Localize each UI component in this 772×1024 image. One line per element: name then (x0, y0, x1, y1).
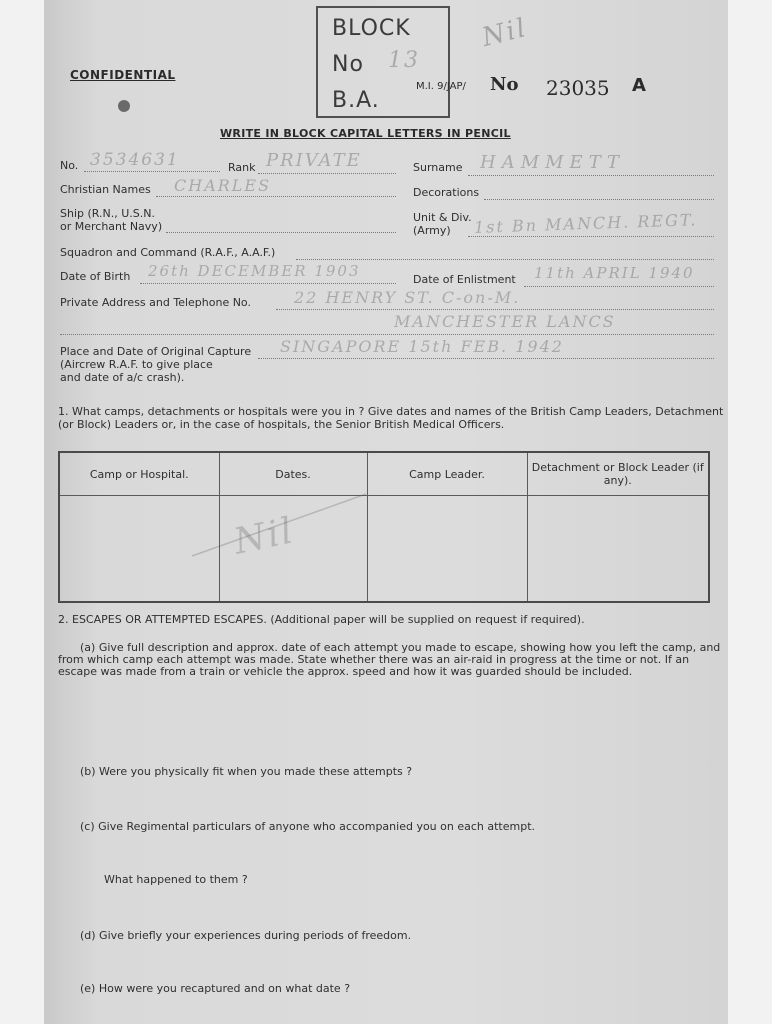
form-code: M.I. 9/JAP/ (416, 81, 466, 92)
classification-label: CONFIDENTIAL (70, 68, 176, 82)
stamp-no: No (332, 52, 364, 77)
camps-table-nil-note: Nil (230, 510, 299, 563)
question-1-line1: 1. What camps, detachments or hospitals were you in ? Give dates and names of the British Camp Leaders, Detachment (58, 405, 724, 418)
form-suffix: A (632, 75, 646, 96)
enlistment-value: 11th APRIL 1940 (534, 264, 695, 282)
capture-label-line3: and date of a/c crash). (60, 371, 185, 384)
question-2a-line3: escape was made from a train or vehicle the approx. speed and how it was guarded should be included. (58, 665, 633, 678)
decorations-label: Decorations (413, 186, 480, 199)
enlistment-label: Date of Enlistment (413, 273, 516, 286)
column-detachment-leader: Detachment or Block Leader (if any). (527, 452, 709, 496)
address-label: Private Address and Telephone No. (60, 296, 251, 309)
block-stamp (316, 6, 450, 118)
capture-label-line1: Place and Date of Original Capture (60, 345, 252, 358)
rank-label: Rank (228, 161, 256, 174)
corner-nil-note: Nil (479, 12, 531, 54)
ship-label-line1: Ship (R.N., U.S.N. (60, 207, 155, 220)
ship-label-line2: or Merchant Navy) (60, 220, 163, 233)
christian-names-value: CHARLES (174, 176, 272, 195)
surname-label: Surname (413, 161, 463, 174)
camps-table (58, 451, 710, 603)
camps-table-row (59, 496, 709, 603)
question-2a-line2: from which camp each attempt was made. State whether there was an air-raid in progress at the time or not. If an (58, 653, 690, 666)
camps-table-strike-line (190, 490, 370, 560)
question-2c-follow-up: What happened to them ? (104, 873, 248, 886)
column-camp-leader: Camp Leader. (367, 452, 527, 496)
camps-table-header (59, 452, 709, 496)
number-label: No (490, 74, 519, 95)
stamp-block-number: 13 (388, 48, 420, 73)
fold-mark-icon (118, 100, 130, 112)
service-no-value: 3534631 (90, 150, 180, 170)
squadron-label: Squadron and Command (R.A.F., A.A.F.) (60, 246, 276, 259)
question-2e: (e) How were you recaptured and on what date ? (80, 982, 351, 995)
unit-label-line1: Unit & Div. (413, 211, 472, 224)
form-number: 23035 (546, 76, 610, 100)
instruction-heading: WRITE IN BLOCK CAPITAL LETTERS IN PENCIL (220, 127, 511, 140)
service-no-label: No. (60, 159, 79, 172)
rank-value: PRIVATE (266, 150, 362, 171)
address-value-line1: 22 HENRY ST. C-on-M. (294, 288, 521, 307)
capture-value: SINGAPORE 15th FEB. 1942 (280, 337, 564, 356)
dob-value: 26th DECEMBER 1903 (148, 262, 361, 280)
capture-label-line2: (Aircrew R.A.F. to give place (60, 358, 213, 371)
question-2d: (d) Give briefly your experiences during periods of freedom. (80, 929, 412, 942)
form-page (44, 0, 728, 1024)
question-1-line2: (or Block) Leaders or, in the case of hospitals, the Senior British Medical Officers. (58, 418, 505, 431)
question-2-heading: 2. ESCAPES OR ATTEMPTED ESCAPES. (Additional paper will be supplied on request if required). (58, 613, 585, 626)
question-2c: (c) Give Regimental particulars of anyone who accompanied you on each attempt. (80, 820, 536, 833)
dob-label: Date of Birth (60, 270, 131, 283)
address-value-line2: MANCHESTER LANCS (394, 312, 616, 331)
stamp-ba: B.A. (332, 88, 380, 113)
unit-value: 1st Bn MANCH. REGT. (473, 210, 698, 237)
christian-names-label: Christian Names (60, 183, 151, 196)
unit-label-line2: (Army) (413, 224, 451, 237)
column-dates: Dates. (219, 452, 367, 496)
question-2a-line1: (a) Give full description and approx. date of each attempt you made to escape, showing how you left the camp, and (80, 641, 721, 654)
stamp-block: BLOCK (332, 16, 411, 41)
column-camp-or-hospital: Camp or Hospital. (59, 452, 219, 496)
question-2b: (b) Were you physically fit when you made these attempts ? (80, 765, 413, 778)
surname-value: HAMMETT (480, 152, 626, 173)
